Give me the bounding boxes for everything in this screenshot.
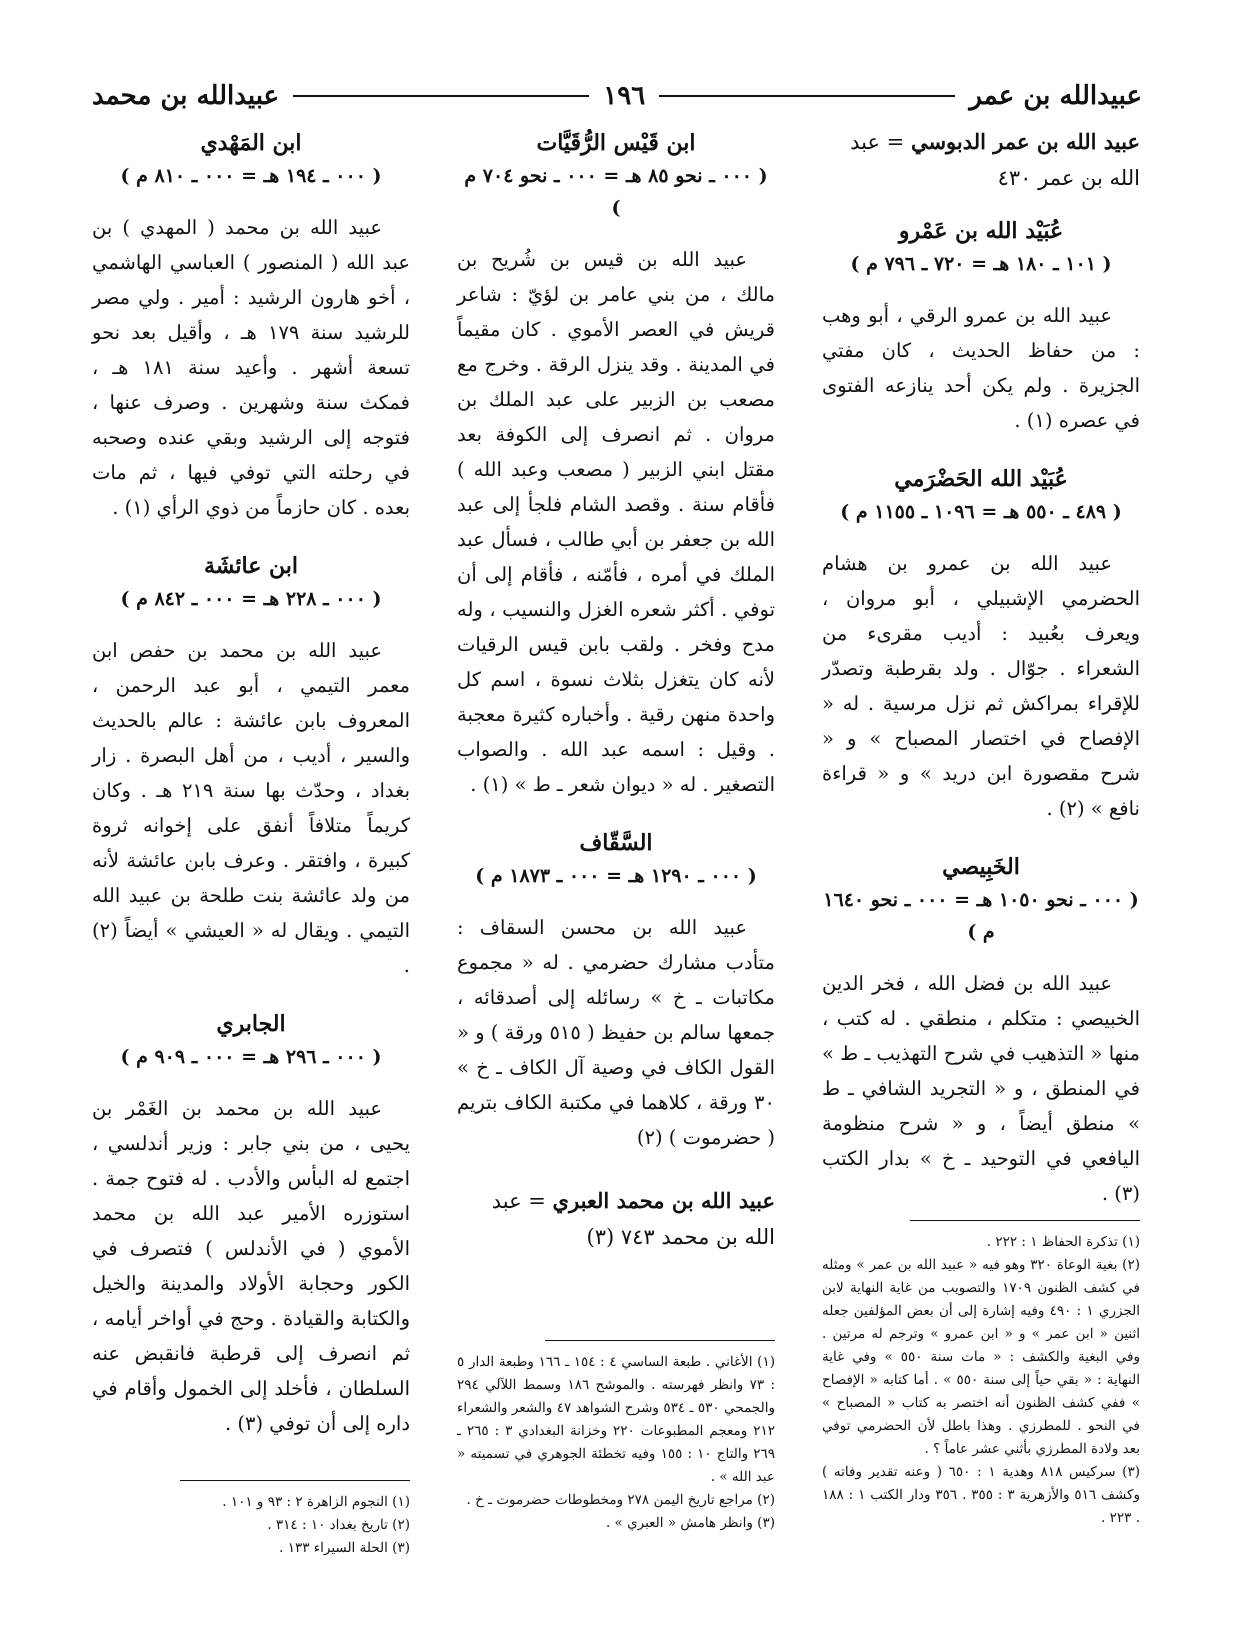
column-left xyxy=(92,120,410,1469)
entry-body: عبيد الله بن محمد ( المهدي ) بن عبد الله ( المنصور ) العباسي الهاشمي ، أخو هارون الرشيد : أمير . ولي مصر للرشيد سنة ١٧٩ هـ ، وأقيل بعد نحو تسعة أشهر . وأعيد سنة ١٨١ هـ ، فمكث سنة وشهرين . وصرف عنها ، فتوجه إلى الرشيد وبقي عنده وصحبه في رحلته التي توفي فيها ، ثم مات بعده . كان حازماً من ذوي الرأي (١) . xyxy=(92,216,410,519)
entry-body: عبيد الله بن فضل الله ، فخر الدين الخبيصي : متكلم ، منطقي . له كتب ، منها « التذهيب في شرح التهذيب ـ ط » في المنطق ، و « التجريد الشافي ـ ط » منطق أيضاً ، و « شرح منظومة اليافعي في التوحيد ـ خ » بدار الكتب (٣) . xyxy=(822,972,1140,1205)
entry xyxy=(92,553,410,983)
entry-body: عبيد الله بن عمرو بن هشام الحضرمي الإشبيلي ، أبو مروان ، ويعرف بعُبيد : أديب مقرىء من الشعراء . جوّال . ولد بقرطبة وتصدّر للإقراء بمراكش ثم نزل مرسية . له « الإفصاح في اختصار المصباح » و « شرح مقصورة ابن دريد » و « قراءة نافع » (٢) . xyxy=(822,552,1140,820)
entry-title: السَّقّاف xyxy=(579,830,653,856)
entry-body: عبيد الله بن عمرو الرقي ، أبو وهب : من حفاظ الحديث ، كان مفتي الجزيرة . ولم يكن أحد ينازعه الفتوى في عصره (١) . xyxy=(822,304,1140,432)
running-header xyxy=(92,76,1142,116)
entry xyxy=(822,854,1140,1211)
footnotes-middle xyxy=(457,1340,775,1535)
entry-body: عبيد الله بن محمد بن حفص ابن معمر التيمي ، أبو عبد الرحمن ، المعروف بابن عائشة : عالم بالحديث والسير ، أديب ، من أهل البصرة . زار بغداد ، وحدّث بها سنة ٢١٩ هـ . وكان كريماً متلافاً أنفق على إخوانه ثروة كبيرة ، وافتقر . وعرف بابن عائشة لأنه من ولد عائشة بنت طلحة بن عبيد الله التيمي . ويقال له « العيشي » أيضاً (٢) . xyxy=(92,639,410,977)
entry-title: ابن قَيْس الرُّقَيَّات xyxy=(536,130,696,156)
entry-body: عبيد الله بن محمد بن الغَمْر بن يحيى ، من بني جابر : وزير أندلسي ، اجتمع له البأس والأدب . له فتوح جمة . استوزره الأمير عبد الله بن محمد الأموي ( في الأندلس ) فتصرف في الكور وحجابة الأولاد والمدينة والخيل والكتابة والقيادة . وحج في أواخر أيامه ، ثم انصرف إلى قرطبة فانقبض عنه السلطان ، فأخلد إلى الخمول وأقام في داره إلى أن توفي (٣) . xyxy=(92,1097,410,1435)
entry-dates: ( ٤٨٩ ـ ٥٥٠ هـ = ١٠٩٦ ـ ١١٥٥ م ) xyxy=(840,501,1122,523)
footnote: (٢) مراجع تاريخ اليمن ٢٧٨ ومخطوطات حضرموت ـ خ . xyxy=(466,1492,775,1508)
footnote: (٣) سركيس ٨١٨ وهدية ١ : ٦٥٠ ( وعنه تقدير وفاته ) وكشف ٥١٦ والأزهرية ٣ : ٣٥٥ . ٣٥٦ ودار الكتب ١ : ١٨٨ . ٢٢٣ . xyxy=(822,1464,1140,1526)
header-rule xyxy=(293,95,589,97)
column-middle xyxy=(457,120,775,1277)
entry-title: ابن المَهْدي xyxy=(200,130,302,156)
entry xyxy=(92,1011,410,1441)
entry-body: عبيد الله بن محسن السقاف : متأدب مشارك حضرمي . له « مجموع مكاتبات ـ خ » رسائله إلى أصدقائه ، جمعها سالم بن حفيظ ( ٥١٥ ورقة ) و « القول الكاف في وصية آل الكاف ـ خ » ٣٠ ورقة ، كلاهما في مكتبة الكاف بتريم ( حضرموت ) (٢) xyxy=(457,916,775,1149)
page-number: ١٩٦ xyxy=(603,81,646,111)
footnotes-left xyxy=(92,1480,410,1560)
entry-dates: ( ٠٠٠ ـ ٢٢٨ هـ = ٠٠٠ ـ ٨٤٢ م ) xyxy=(120,588,382,610)
entry xyxy=(92,130,410,525)
running-header-left-title: عبيدالله بن محمد xyxy=(92,81,280,111)
entry-title: الخَبِيصي xyxy=(942,854,1020,880)
entry xyxy=(457,830,775,1155)
entry-title: الجابري xyxy=(216,1011,286,1037)
footnote: (٣) وانظر هامش « العبري » . xyxy=(605,1515,775,1531)
entry-body: عبيد الله بن قيس بن شُريح بن مالك ، من بني عامر بن لؤيّ : شاعر قريش في العصر الأموي . كان مقيماً في المدينة . وقد ينزل الرقة . وخرج مع مصعب بن الزبير على عبد الملك بن مروان . ثم انصرف إلى الكوفة بعد مقتل ابني الزبير ( مصعب وعبد الله ) فأقام سنة . وقصد الشام فلجأ إلى عبد الله بن جعفر بن أبي طالب ، فسأل عبد الملك في أمره ، فأمّنه ، فأقام إلى أن توفي . أكثر شعره الغزل والنسيب ، وله مدح وفخر . ولقب بابن قيس الرقيات لأنه كان يتغزل بثلاث نسوة ، اسم كل واحدة منهن رقية . وأخباره كثيرة معجبة . وقيل : اسمه عبد الله . والصواب التصغير . له « ديوان شعر ـ ط » (١) . xyxy=(457,248,775,796)
footnote: (١) الأغاني . طبعة الساسي ٤ : ١٥٤ ـ ١٦٦ وطبعة الدار ٥ : ٧٣ وانظر فهرسته . والموشح ١٨٦ وسمط اللآلي ٢٩٤ والجمحي ٥٣٠ ـ ٥٣٤ وشرح الشواهد ٤٧ والشعر والشعراء ٢١٢ ومعجم المطبوعات ٢٢٠ وخزانة البغدادي ٣ : ٢٦٥ ـ ٢٦٩ والتاج ١٠ : ١٥٥ وفيه تخطئة الجوهري في تسميته « عبد الله » . xyxy=(457,1354,776,1485)
entry-dates: ( ٠٠٠ ـ ١٢٩٠ هـ = ٠٠٠ ـ ١٨٧٣ م ) xyxy=(475,865,757,887)
cross-reference-head: عبيد الله بن محمد العبري xyxy=(552,1188,775,1213)
cross-reference-tail: = عبد الله بن محمد ٧٤٣ (٣) xyxy=(491,1189,775,1249)
footnote-rule xyxy=(910,1220,1140,1221)
entry-title: عُبَيْد الله بن عَمْرو xyxy=(898,218,1064,244)
footnotes-right xyxy=(822,1220,1140,1530)
footnote: (١) تذكرة الحفاظ ١ : ٢٢٢ . xyxy=(986,1234,1140,1250)
cross-reference xyxy=(457,1183,775,1255)
entry-dates: ( ٠٠٠ ـ نحو ٨٥ هـ = ٠٠٠ ـ نحو ٧٠٤ م ) xyxy=(464,165,768,219)
footnote: (٢) تاريخ بغداد ١٠ : ٣١٤ . xyxy=(267,1517,410,1533)
entry xyxy=(457,130,775,802)
entry xyxy=(822,218,1140,438)
cross-reference-tail: = عبد الله بن عمر ٤٣٠ xyxy=(850,130,1140,190)
footnote: (١) النجوم الزاهرة ٢ : ٩٣ و ١٠١ . xyxy=(222,1494,410,1510)
entry-title: ابن عائشَة xyxy=(203,553,298,579)
column-right xyxy=(822,120,1140,1239)
footnote: (٣) الحلة السيراء ١٣٣ . xyxy=(279,1540,410,1556)
entry xyxy=(822,466,1140,826)
entry-dates: ( ١٠١ ـ ١٨٠ هـ = ٧٢٠ ـ ٧٩٦ م ) xyxy=(850,253,1112,275)
cross-reference xyxy=(822,124,1140,196)
footnote-rule xyxy=(545,1340,775,1341)
running-header-right-title: عبيدالله بن عمر xyxy=(969,81,1142,111)
header-rule xyxy=(659,95,955,97)
entry-dates: ( ٠٠٠ ـ ٢٩٦ هـ = ٠٠٠ ـ ٩٠٩ م ) xyxy=(120,1046,382,1068)
entry-dates: ( ٠٠٠ ـ نحو ١٠٥٠ هـ = ٠٠٠ ـ نحو ١٦٤٠ م ) xyxy=(823,889,1139,943)
entry-dates: ( ٠٠٠ ـ ١٩٤ هـ = ٠٠٠ ـ ٨١٠ م ) xyxy=(120,165,382,187)
cross-reference-head: عبيد الله بن عمر الدبوسي xyxy=(910,129,1140,154)
footnote: (٢) بغية الوعاة ٣٢٠ وهو فيه « عبيد الله بن عمر » ومثله في كشف الظنون ١٧٠٩ والتصويب من غاية النهاية لابن الجزري ١ : ٤٩٠ وفيه إشارة إلى أن بعض المؤلفين جعله اثنين « ابن عمر » و « ابن عمرو » وترجم له مرتين . وفي البغية والكشف : « مات سنة ٥٥٠ » وفي غاية النهاية : « بقي حياً إلى سنة ٥٥٠ » . أما كتابه « الإفصاح » ففي كشف الظنون أنه اختصر به كتاب « المصباح » في النحو . للمطرزي . وهذا باطل لأن الحضرمي توفي بعد ولادة المطرزي بأثني عشر عاماً ؟ . xyxy=(822,1257,1140,1457)
footnote-rule xyxy=(180,1480,410,1481)
entry-title: عُبَيْد الله الحَضْرَمي xyxy=(894,466,1068,492)
